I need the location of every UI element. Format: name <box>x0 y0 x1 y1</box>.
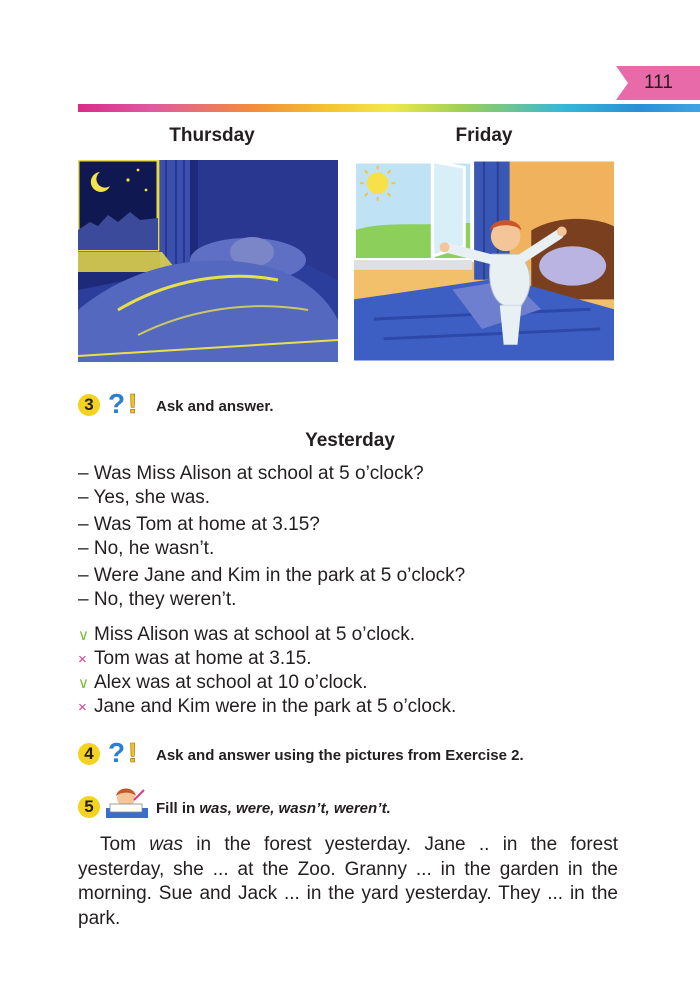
friday-label: Friday <box>455 125 513 146</box>
statement-text: Miss Alison was at school at 5 o’clock. <box>94 624 416 645</box>
instruction-prefix: Fill in <box>156 800 200 817</box>
dialogue-line: – Was Tom at home at 3.15? <box>78 514 320 535</box>
statement-text: Alex was at school at 10 o’clock. <box>94 672 368 693</box>
text-rest: in the forest yesterday. Jane .. in the forest yesterday, she ... at the Zoo. Granny ... in the garden in the morning. Sue and Jack ... in the yard yesterday. They ... in the park. <box>78 834 618 929</box>
exercise-number-badge: 3 <box>78 394 100 416</box>
svg-text:?: ? <box>108 388 126 418</box>
question-exclamation-icon <box>106 737 146 767</box>
rainbow-divider <box>78 104 700 112</box>
statement-line <box>78 672 368 694</box>
dialogue-line: – No, they weren’t. <box>78 589 237 610</box>
exercise-5-text <box>78 833 618 931</box>
statement-line <box>78 648 312 670</box>
exercise-5-instruction <box>156 800 391 817</box>
dialogue-line: – Yes, she was. <box>78 487 211 508</box>
page-number-tab <box>616 66 700 100</box>
text-example-word: was <box>149 834 183 855</box>
statement-line <box>78 624 415 646</box>
cross-icon: × <box>78 699 87 716</box>
page-number: 111 <box>644 72 673 93</box>
dialogue-line: – Was Miss Alison at school at 5 o’clock? <box>78 463 424 484</box>
yesterday-heading: Yesterday <box>305 430 395 451</box>
svg-text:?: ? <box>108 737 126 767</box>
exercise-number-badge: 4 <box>78 743 100 765</box>
question-exclamation-icon <box>106 388 146 418</box>
thursday-label: Thursday <box>169 125 255 146</box>
svg-text:!: ! <box>128 737 138 767</box>
svg-text:!: ! <box>128 388 138 418</box>
statement-line <box>78 696 456 718</box>
writing-student-icon <box>104 786 150 820</box>
statement-text: Tom was at home at 3.15. <box>94 648 312 669</box>
cross-icon: × <box>78 651 87 668</box>
instruction-words: was, were, wasn’t, weren’t. <box>199 800 391 817</box>
exercise-number-badge: 5 <box>78 796 100 818</box>
tick-icon: ∨ <box>78 675 89 692</box>
tick-icon: ∨ <box>78 627 89 644</box>
exercise-4-instruction: Ask and answer using the pictures from Exercise 2. <box>156 747 524 764</box>
statement-text: Jane and Kim were in the park at 5 o’clock. <box>94 696 457 717</box>
morning-waking-illustration <box>354 160 614 362</box>
dialogue-line: – No, he wasn’t. <box>78 538 215 559</box>
dialogue-line: – Were Jane and Kim in the park at 5 o’clock? <box>78 565 466 586</box>
night-sleeping-illustration <box>78 160 338 362</box>
text-start: Tom <box>100 834 150 855</box>
exercise-3-instruction: Ask and answer. <box>156 398 274 415</box>
